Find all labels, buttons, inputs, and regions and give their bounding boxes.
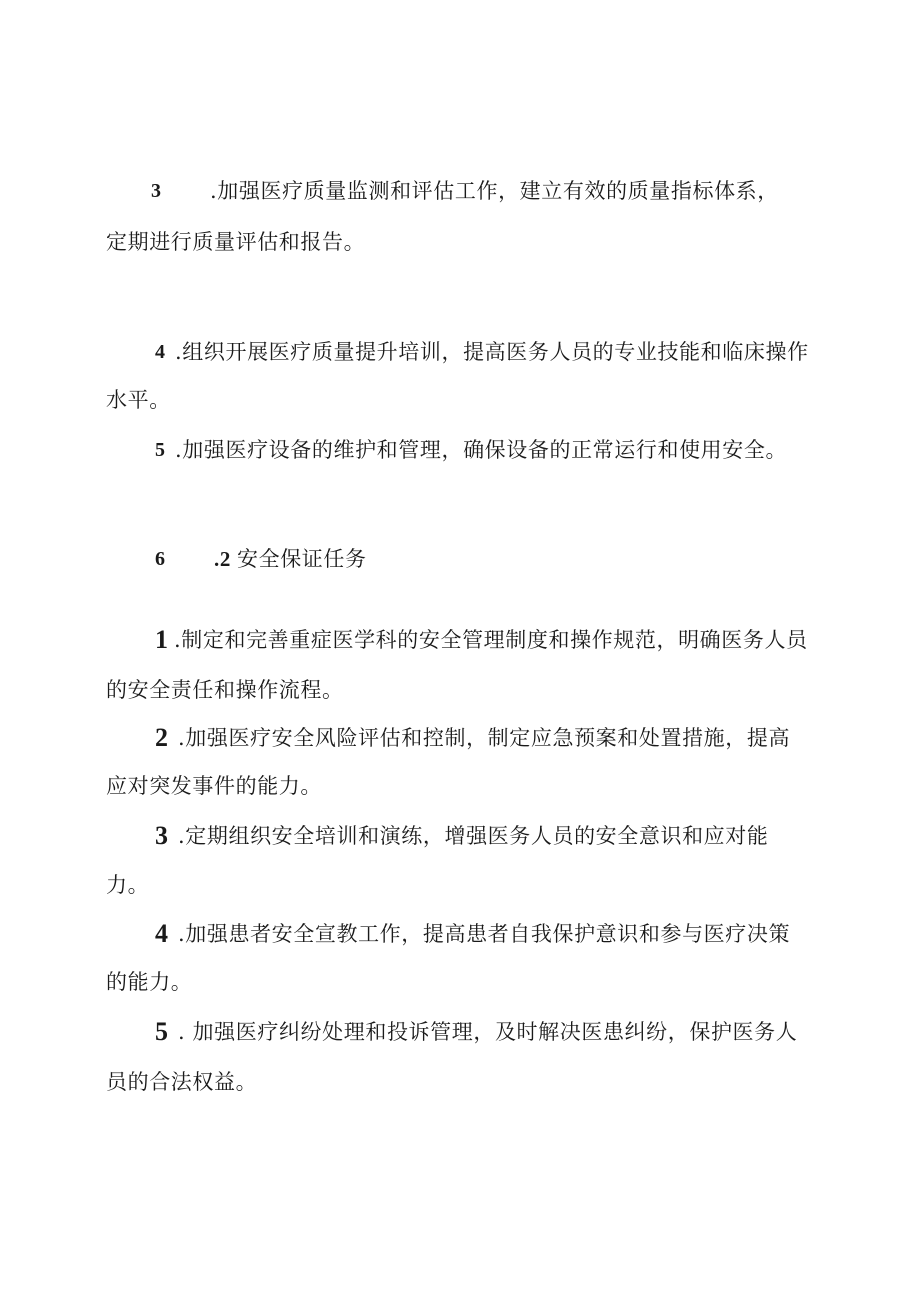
item-number: 5 [155, 1017, 169, 1046]
item-text-continued: 力。 [106, 873, 150, 897]
item-text: .加强医疗设备的维护和管理，确保设备的正常运行和使用安全。 [175, 438, 788, 462]
item-text-continued: 的能力。 [106, 970, 193, 994]
item-text: .加强医疗质量监测和评估工作，建立有效的质量指标体系， [210, 179, 779, 203]
item-text: .制定和完善重症医学科的安全管理制度和操作规范，明确医务人员 [174, 628, 808, 652]
item-number: 4 [155, 341, 166, 363]
item-text-continued: 的安全责任和操作流程。 [106, 678, 344, 702]
item-text-continued: 员的合法权益。 [106, 1070, 258, 1094]
item-text-continued: 水平。 [106, 388, 171, 412]
item-number: 3 [151, 180, 162, 202]
item-number: 2 [155, 723, 169, 752]
item-number: 5 [155, 439, 166, 461]
item-number: 4 [155, 919, 169, 948]
item-number: 1 [155, 625, 169, 654]
section-subnumber: .2 [214, 547, 231, 571]
item-text: .定期组织安全培训和演练，增强医务人员的安全意识和应对能 [178, 824, 769, 848]
item-number: 3 [155, 821, 169, 850]
item-text: .加强医疗安全风险评估和控制，制定应急预案和处置措施，提高 [178, 726, 791, 750]
item-text-continued: 定期进行质量评估和报告。 [106, 230, 366, 254]
section-title: 安全保证任务 [237, 547, 367, 571]
item-text-continued: 应对突发事件的能力。 [106, 774, 322, 798]
item-text: .组织开展医疗质量提升培训，提高医务人员的专业技能和临床操作 [175, 340, 809, 364]
item-text: . 加强医疗纠纷处理和投诉管理，及时解决医患纠纷，保护医务人 [178, 1020, 798, 1044]
item-text: .加强患者安全宣教工作，提高患者自我保护意识和参与医疗决策 [178, 922, 791, 946]
section-number: 6 [155, 548, 166, 570]
